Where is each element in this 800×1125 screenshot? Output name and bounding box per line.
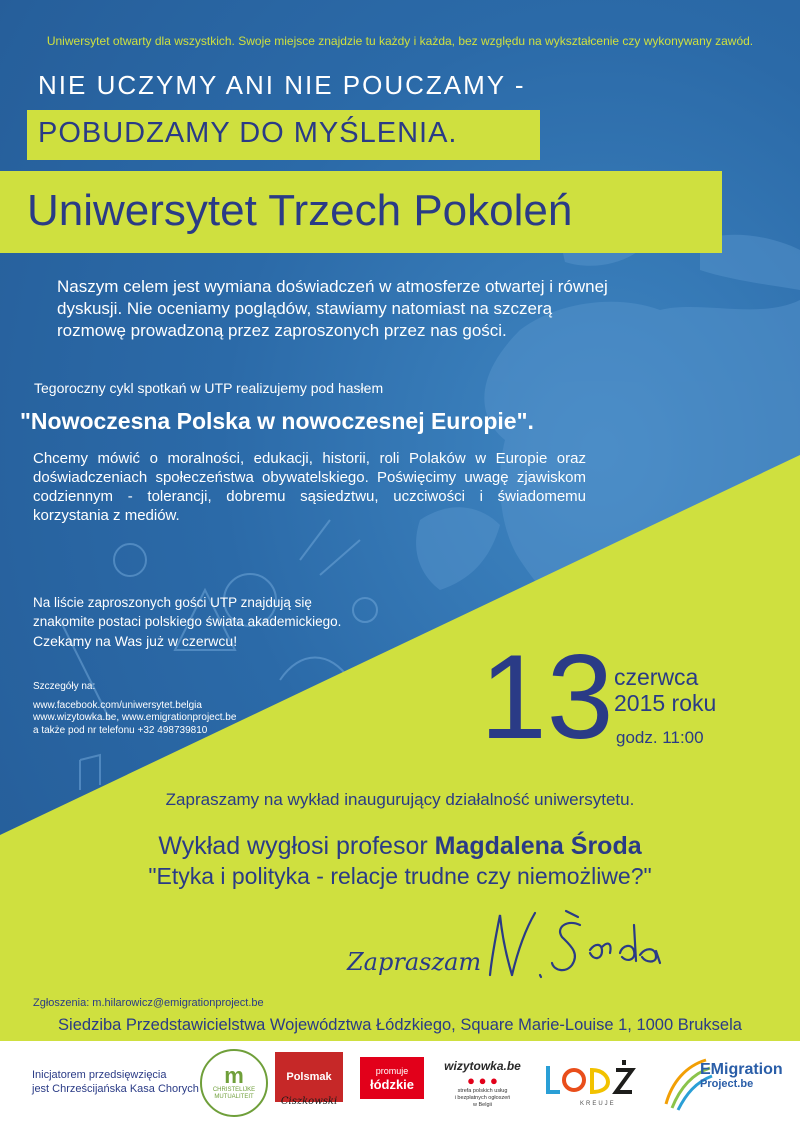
event-month: czerwca	[614, 664, 699, 690]
wizytowka-name: wizytowka.be	[444, 1059, 521, 1073]
lodz-kreuje-logo	[542, 1058, 638, 1102]
event-day: 13	[480, 630, 614, 764]
lodzkie-bottom: łódzkie	[369, 1077, 415, 1092]
signature-word: Zapraszam	[347, 948, 482, 976]
em-sub: Project.be	[700, 1078, 754, 1090]
cm-text-2: MUTUALITEIT	[214, 1094, 254, 1100]
cm-text-1: CHRISTELIJKE	[212, 1087, 256, 1093]
lodzkie-top: promuje	[375, 1066, 409, 1076]
lodz-kreuje-subtitle: KREUJE	[580, 1101, 616, 1107]
wizytowka-tag-1: strefa polskich usług	[457, 1088, 508, 1094]
christelijke-mutualiteit-logo	[200, 1049, 268, 1117]
page-title: Uniwersytet Trzech Pokoleń	[27, 186, 573, 235]
lecture-speaker: Magdalena Środa	[434, 832, 642, 860]
registration-contact[interactable]: Zgłoszenia: m.hilarowicz@emigrationproject.be	[33, 997, 264, 1009]
cycle-slogan: "Nowoczesna Polska w nowoczesnej Europie".	[20, 408, 534, 434]
wizytowka-tag-3: w Belgii	[473, 1102, 492, 1108]
guests-paragraph	[33, 593, 341, 631]
websites-links[interactable]: www.wizytowka.be, www.emigrationproject.be	[33, 712, 237, 723]
wait-note: Czekamy na Was już w czerwcu!	[33, 633, 238, 649]
intro-paragraph: Naszym celem jest wymiana doświadczeń w atmosferze otwartej i równej dyskusji. Nie oceniamy poglądów, stawiamy natomiast na szczerą rozmowę prowadzoną przez zaproszonych przez nas gości.	[57, 277, 608, 340]
initiator-line-1: Inicjatorem przedsięwzięcia	[32, 1069, 167, 1081]
em-main: EMigration	[700, 1061, 783, 1078]
initiator-text	[32, 1068, 199, 1096]
event-time: godz. 11:00	[616, 728, 704, 747]
phone-info: a także pod nr telefonu +32 498739810	[33, 724, 208, 736]
heading-line-1: NIE UCZYMY ANI NIE POUCZAMY -	[38, 70, 526, 100]
venue-address: Siedziba Przedstawicielstwa Województwa Łódzkiego, Square Marie-Louise 1, 1000 Bruksela	[58, 1016, 742, 1034]
promuje-lodzkie-logo	[360, 1057, 424, 1099]
tagline: Uniwersytet otwarty dla wszystkich. Swoje miejsce znajdzie tu każdy i każda, bez względu na wykształcenie czy wykonywany zawód.	[46, 34, 754, 48]
wizytowka-dots-icon: ● ● ●	[467, 1073, 498, 1088]
facebook-link[interactable]: www.facebook.com/uniwersytet.belgia	[33, 699, 202, 711]
details-block	[33, 681, 236, 737]
event-year: 2015 roku	[614, 690, 717, 716]
lecture-line	[0, 832, 800, 861]
cm-mark: m	[224, 1063, 244, 1088]
heading-line-2: POBUDZAMY DO MYŚLENIA.	[38, 117, 458, 149]
wizytowka-logo	[440, 1054, 525, 1114]
guests-line-1: Na liście zaproszonych gości UTP znajdują się	[33, 595, 312, 610]
cycle-description: Chcemy mówić o moralności, edukacji, historii, roli Polaków w Europie oraz doświadczeniach społeczeństwa obywatelskiego. Poświęcimy uwagę zjawiskom codziennym - tolerancji, dobremu sąsiedztwu, uczciwości i świadomemu korzystania z mediów.	[33, 450, 586, 524]
cycle-intro: Tegoroczny cykl spotkań w UTP realizujemy pod hasłem	[34, 380, 384, 396]
initiator-line-2: jest Chrześcijańska Kasa Chorych	[32, 1083, 199, 1095]
lecture-prefix: Wykład wygłosi profesor	[158, 832, 428, 860]
guests-line-2: znakomite postaci polskiego świata akademickiego.	[33, 614, 342, 629]
polsmak-subtitle: Ciszkowski	[280, 1096, 338, 1107]
invitation-text: Zapraszamy na wykład inaugurujący działalność uniwersytetu.	[165, 790, 635, 809]
polsmak-logo	[275, 1052, 343, 1102]
lecture-title: "Etyka i polityka - relacje trudne czy niemożliwe?"	[148, 863, 652, 889]
wizytowka-tag-2: i bezpłatnych ogłoszeń	[454, 1095, 511, 1101]
details-label: Szczegóły na:	[33, 681, 96, 692]
polsmak-name: Polsmak	[286, 1071, 332, 1083]
emigration-project-text	[700, 1063, 783, 1091]
